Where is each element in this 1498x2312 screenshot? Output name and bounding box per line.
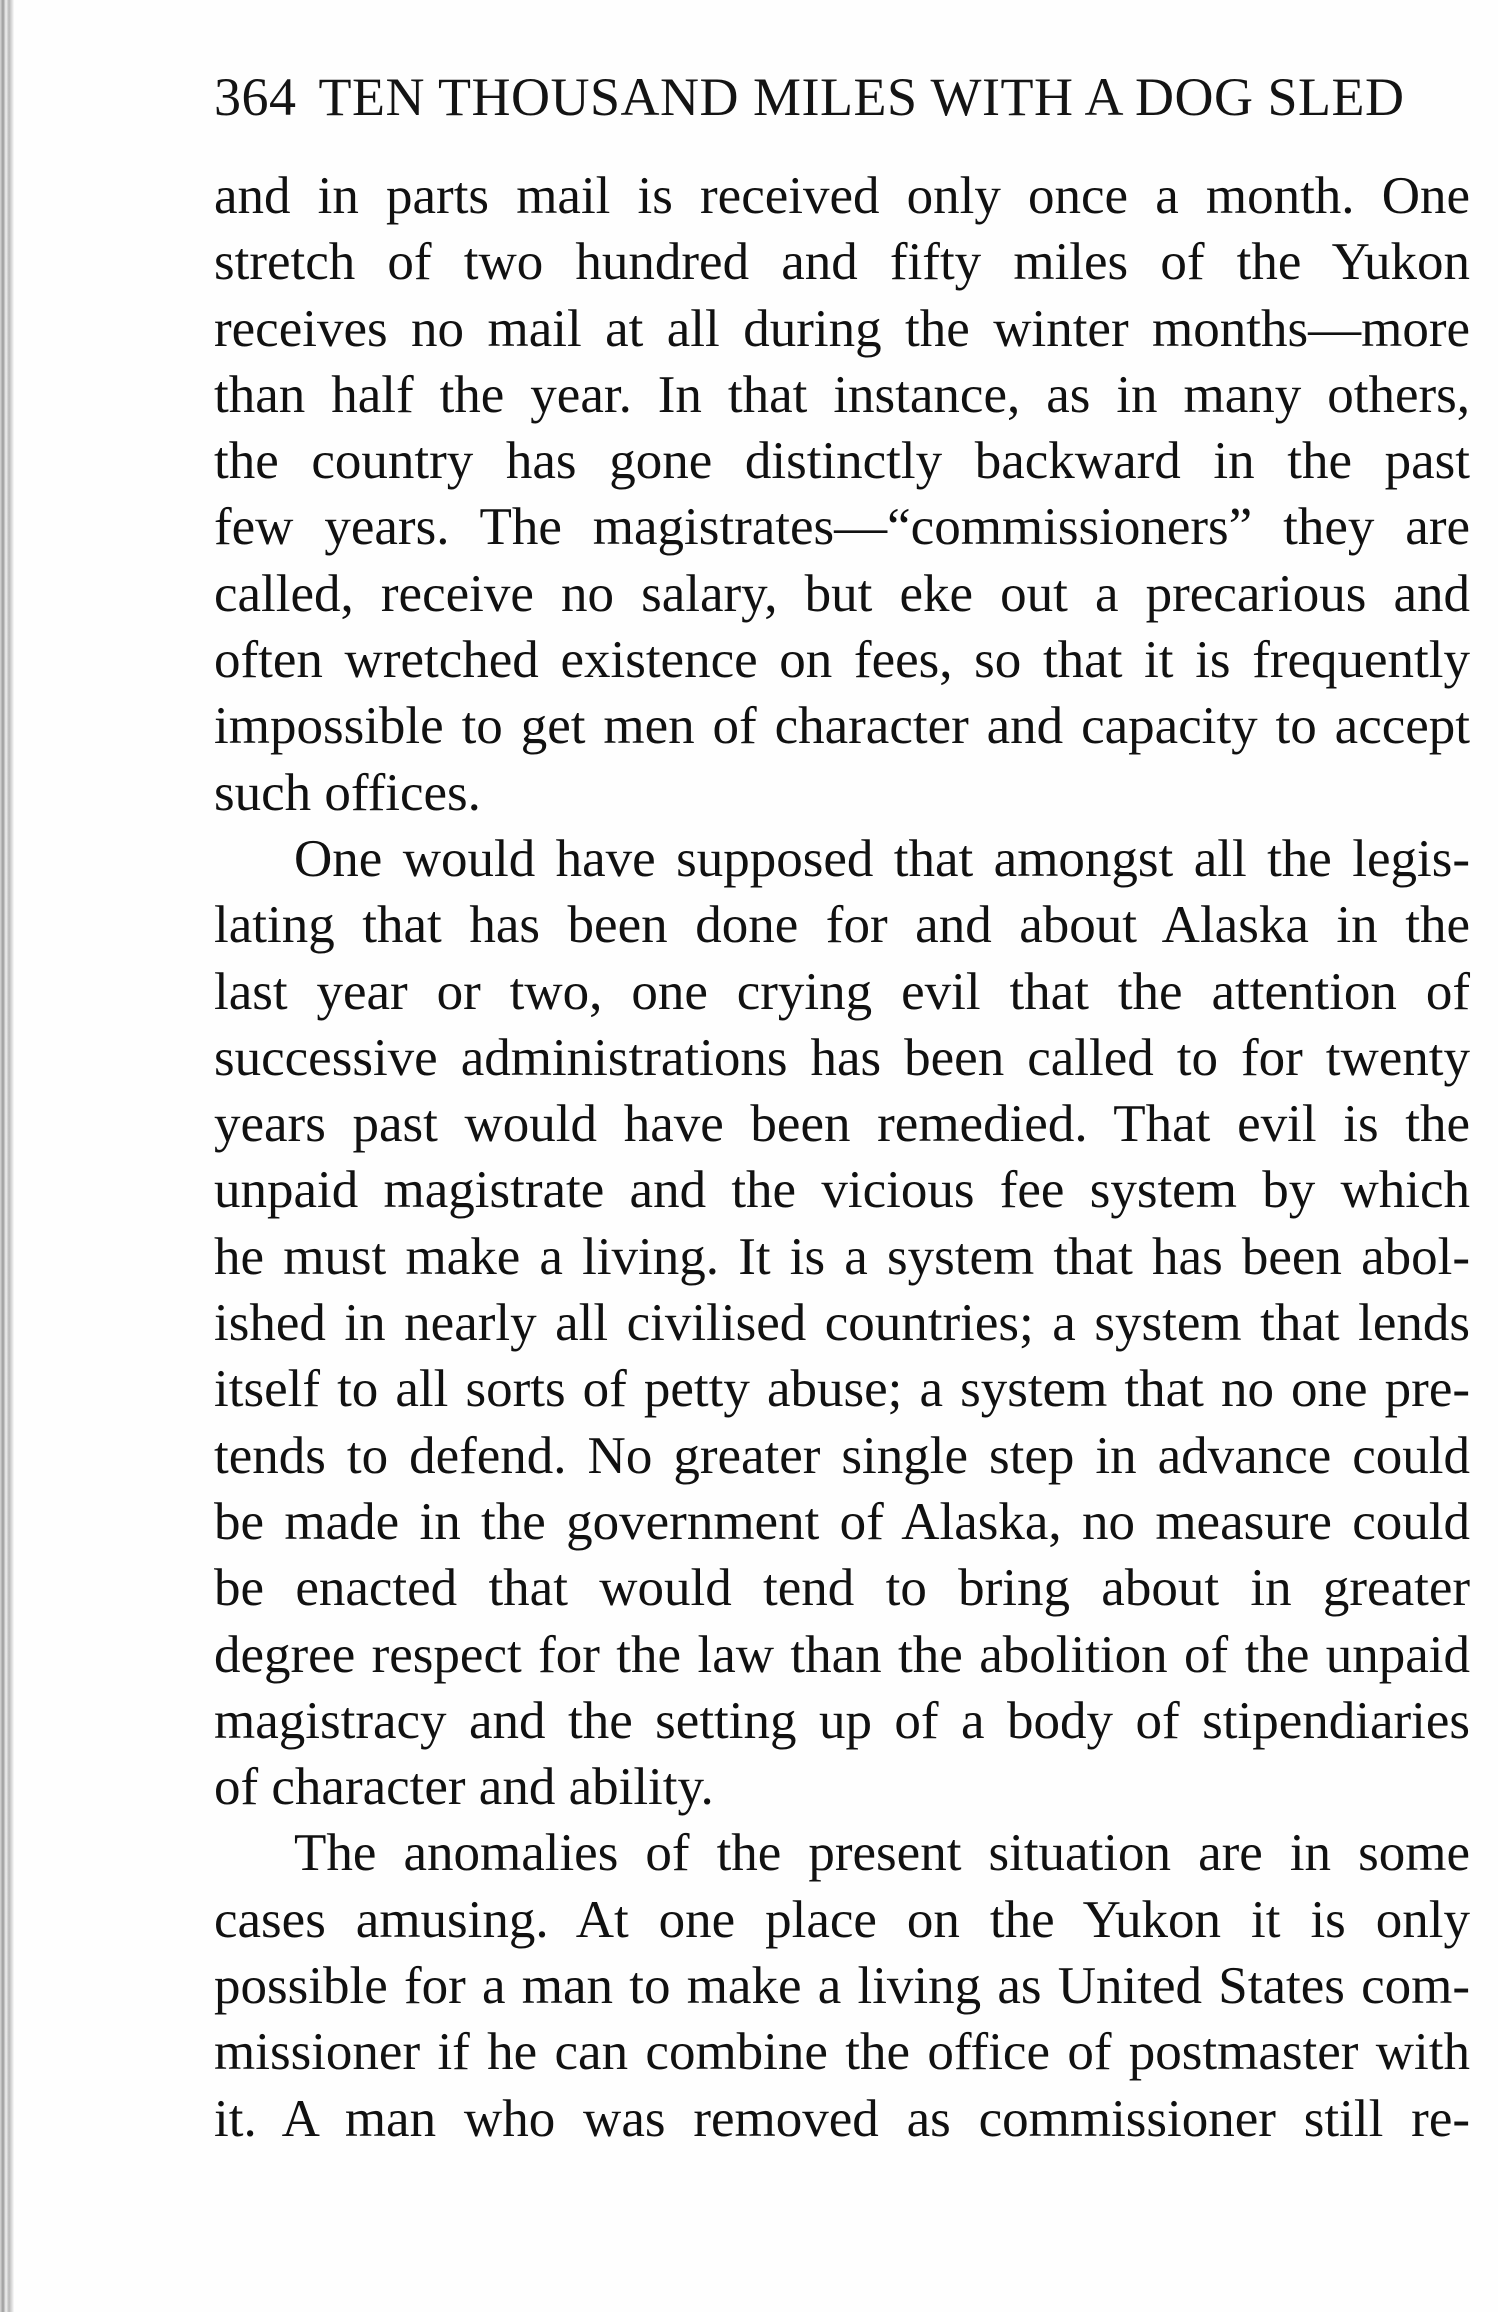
text-line: stretch of two hundred and fifty miles of the Yukon — [214, 233, 1470, 292]
text-line: itself to all sorts of petty abuse; a system that no one pre- — [214, 1360, 1470, 1419]
text-line: The anomalies of the present situation are in some — [294, 1824, 1470, 1883]
text-line: ished in nearly all civilised countries; a system that lends — [214, 1294, 1470, 1353]
text-line: than half the year. In that instance, as in many others, — [214, 365, 1470, 424]
text-line: One would have supposed that amongst all the legis- — [294, 829, 1470, 888]
text-line: it. A man who was removed as commissioner still re- — [214, 2089, 1470, 2148]
text-line: be enacted that would tend to bring about in greater — [214, 1559, 1470, 1618]
text-line: successive administrations has been called to for twenty — [214, 1028, 1470, 1087]
paragraph-3 — [214, 1820, 1470, 2151]
text-line: he must make a living. It is a system that has been abol- — [214, 1227, 1470, 1286]
text-line: tends to defend. No greater single step in advance could — [214, 1426, 1470, 1485]
text-line: lating that has been done for and about Alaska in the — [214, 896, 1470, 955]
text-line: degree respect for the law than the abolition of the unpaid — [214, 1625, 1470, 1684]
running-head — [214, 66, 1464, 146]
text-line: the country has gone distinctly backward in the past — [214, 432, 1470, 491]
paragraph-1 — [214, 163, 1470, 826]
body-text — [214, 163, 1470, 2152]
text-line: such offices. — [214, 763, 481, 822]
page-binding-edge — [0, 0, 14, 2312]
text-line: magistracy and the setting up of a body of stipendiaries — [214, 1691, 1470, 1750]
text-line: receives no mail at all during the winter months—more — [214, 299, 1470, 358]
text-line: impossible to get men of character and capacity to accept — [214, 697, 1470, 756]
text-line: unpaid magistrate and the vicious fee system by which — [214, 1161, 1470, 1220]
text-line: of character and ability. — [214, 1758, 714, 1817]
text-line: few years. The magistrates—“commissioners” they are — [214, 498, 1470, 557]
paragraph-2 — [214, 826, 1470, 1820]
text-line: called, receive no salary, but eke out a precarious and — [214, 564, 1470, 623]
text-line: possible for a man to make a living as United States com- — [214, 1957, 1470, 2016]
text-line: cases amusing. At one place on the Yukon it is only — [214, 1890, 1470, 1949]
text-line: often wretched existence on fees, so that it is frequently — [214, 631, 1470, 690]
text-line: years past would have been remedied. That evil is the — [214, 1095, 1470, 1154]
text-line: be made in the government of Alaska, no measure could — [214, 1492, 1470, 1551]
page-number: 364 — [214, 67, 297, 127]
running-title: TEN THOUSAND MILES WITH A DOG SLED — [318, 67, 1405, 127]
text-line: last year or two, one crying evil that the attention of — [214, 962, 1470, 1021]
text-line: and in parts mail is received only once a month. One — [214, 167, 1470, 225]
text-line: missioner if he can combine the office of postmaster with — [214, 2023, 1470, 2082]
